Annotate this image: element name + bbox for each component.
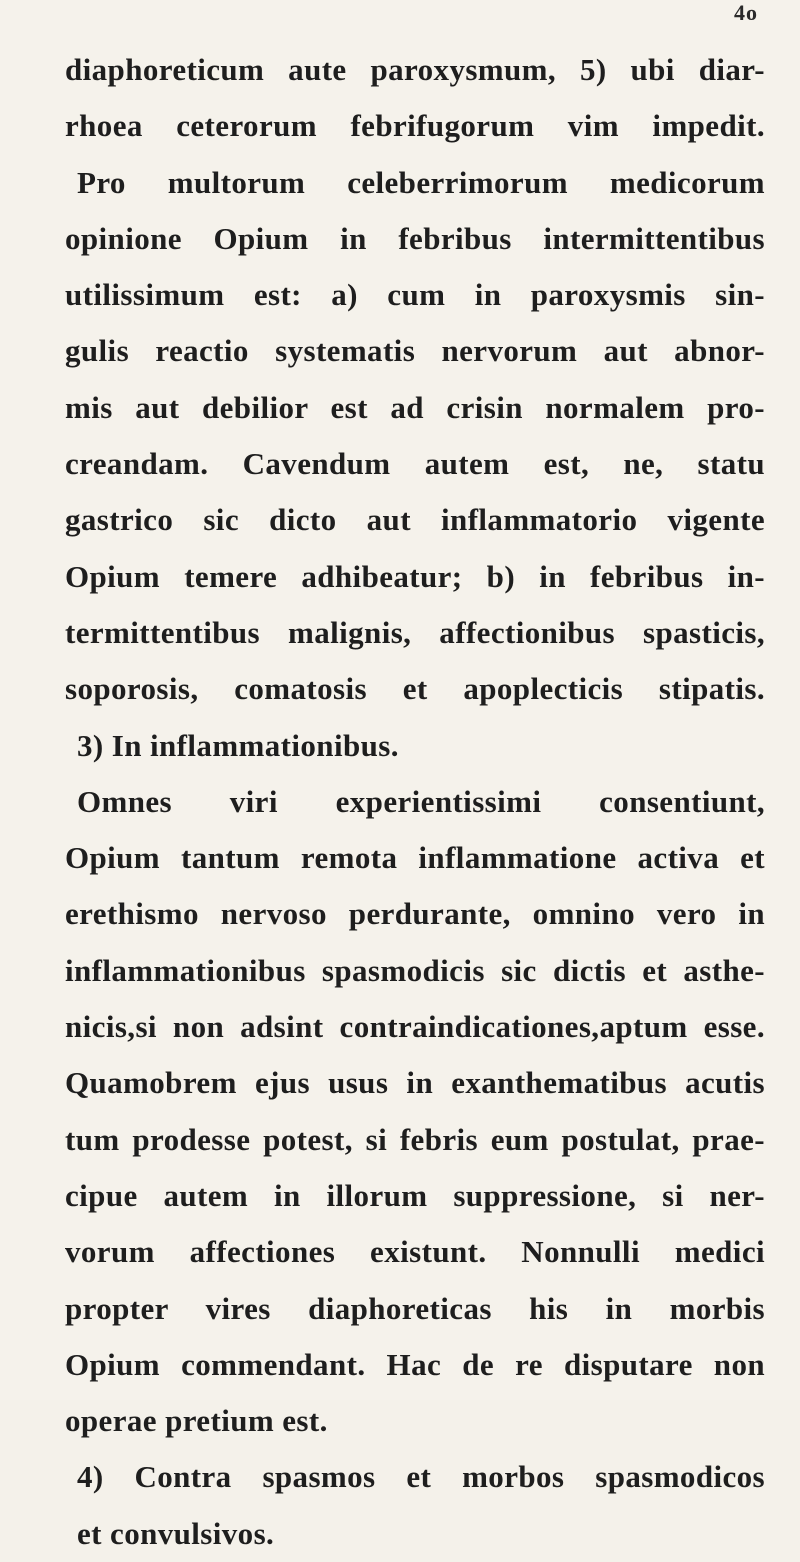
text-line: cipue autem in illorum suppressione, si ner- — [65, 1177, 765, 1213]
text-line: rhoea ceterorum febrifugorum vim impedit. — [65, 108, 765, 144]
section-heading: 4) Contra spasmos et morbos spasmodicos — [77, 1459, 765, 1495]
text-line: inflammationibus spasmodicis sic dictis et asthe- — [65, 952, 765, 988]
text-line: et convulsivos. — [77, 1515, 275, 1551]
text-line: operae pretium est. — [65, 1403, 328, 1439]
text-line: vorum affectiones existunt. Nonnulli medici — [65, 1234, 765, 1270]
text-line: nicis,si non adsint contraindicationes,aptum esse. — [65, 1009, 765, 1045]
text-line: erethismo nervoso perdurante, omnino vero in — [65, 896, 765, 932]
text-line: utilissimum est: a) cum in paroxysmis sin- — [65, 277, 765, 313]
text-line: creandam. Cavendum autem est, ne, statu — [65, 446, 765, 482]
text-line: tum prodesse potest, si febris eum postulat, prae- — [65, 1121, 765, 1157]
text-line: soporosis, comatosis et apoplecticis stipatis. — [65, 671, 765, 707]
text-line: diaphoreticum aute paroxysmum, 5) ubi diar- — [65, 52, 765, 87]
text-line: Opium tantum remota inflammatione activa et — [65, 840, 765, 876]
page-number: 4o — [734, 0, 758, 25]
text-line: gastrico sic dicto aut inflammatorio vigente — [65, 502, 765, 538]
text-line: opinione Opium in febribus intermittentibus — [65, 220, 765, 256]
text-line: Opium temere adhibeatur; b) in febribus in- — [65, 558, 765, 594]
section-heading: 3) In inflammationibus. — [77, 727, 399, 763]
text-line: Quamobrem ejus usus in exanthematibus acutis — [65, 1065, 765, 1101]
text-line: mis aut debilior est ad crisin normalem pro- — [65, 389, 765, 425]
body-text — [65, 42, 765, 1562]
text-line: Pro multorum celeberrimorum medicorum — [77, 164, 765, 200]
text-line: Omnes viri experientissimi consentiunt, — [77, 783, 765, 819]
text-line: propter vires diaphoreticas his in morbis — [65, 1290, 765, 1326]
text-line: termittentibus malignis, affectionibus spasticis, — [65, 614, 765, 650]
text-line: Opium commendant. Hac de re disputare non — [65, 1346, 765, 1382]
text-line: gulis reactio systematis nervorum aut abnor- — [65, 333, 765, 369]
